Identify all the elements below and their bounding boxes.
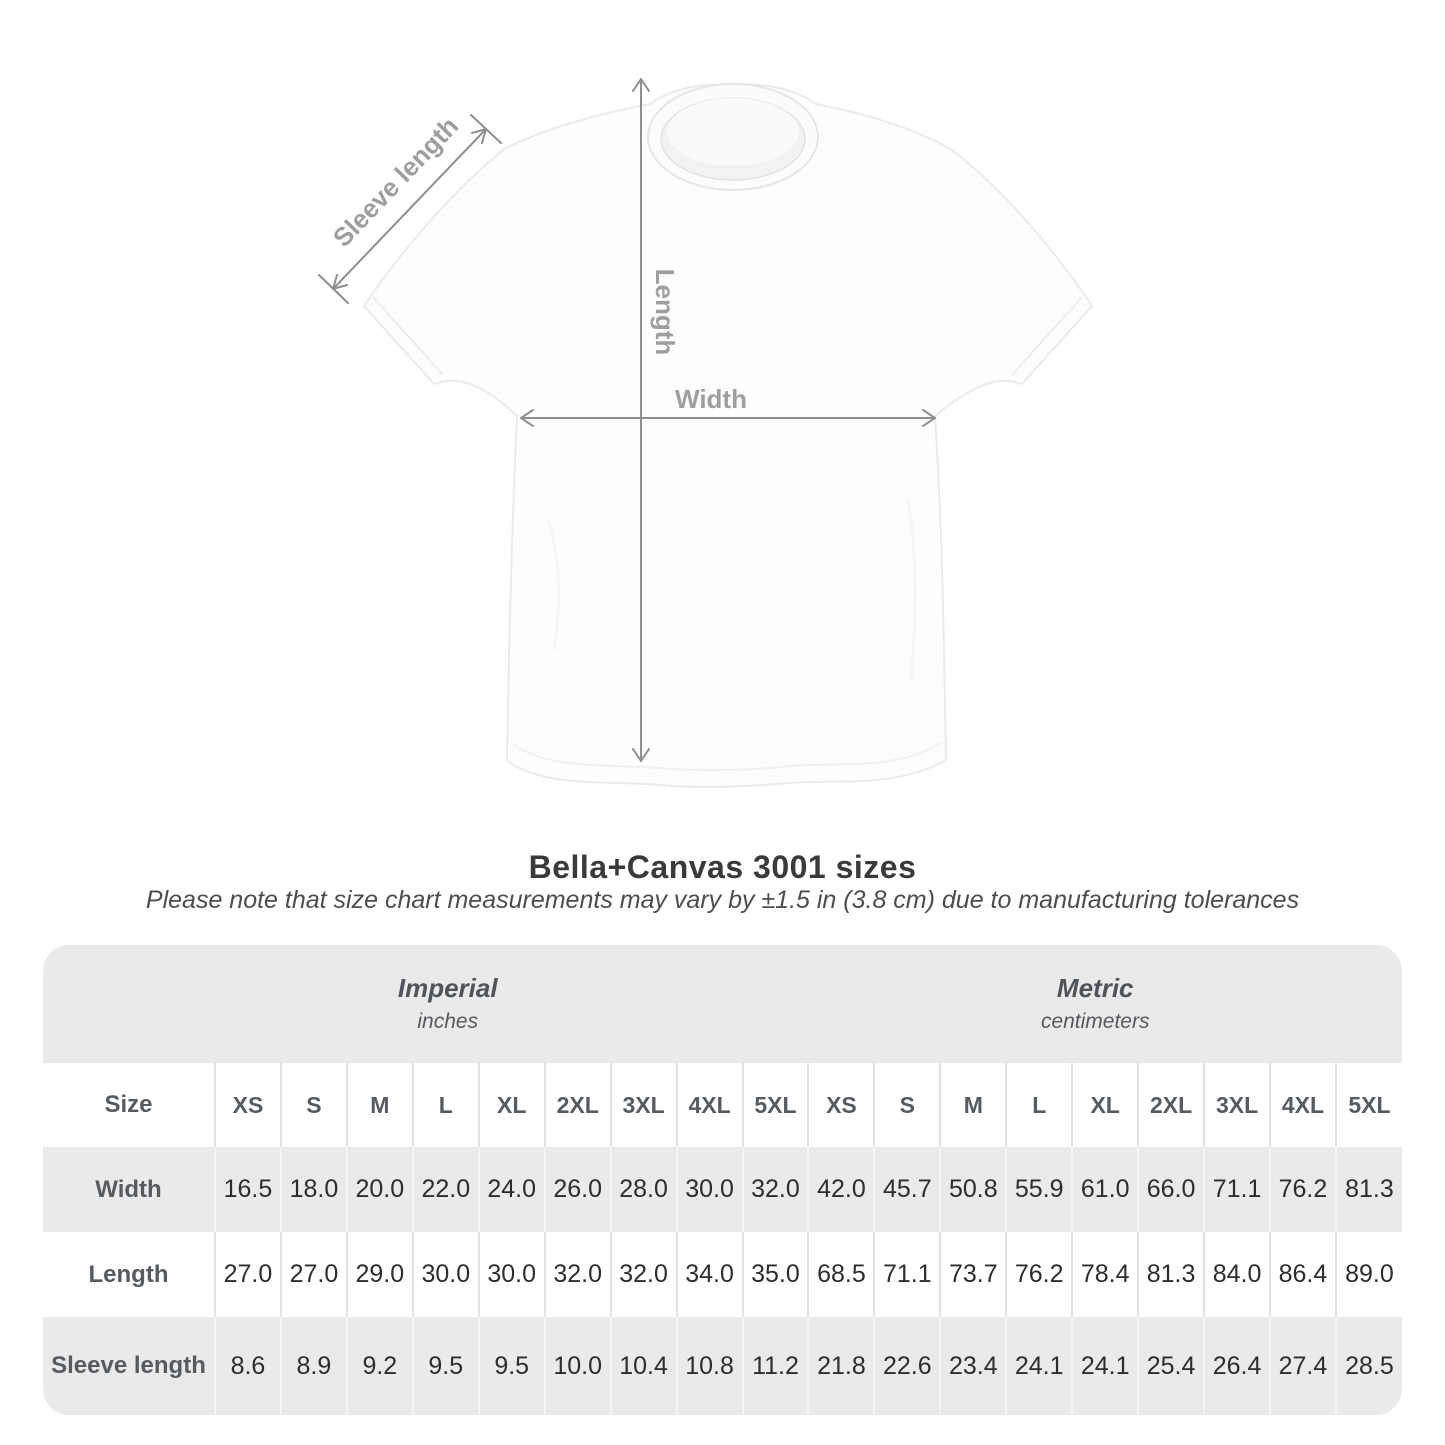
size-header-metric-2xl: 2XL	[1138, 1063, 1204, 1147]
value-cell: 84.0	[1204, 1232, 1270, 1317]
value-cell: 32.0	[743, 1147, 809, 1232]
value-cell: 27.0	[281, 1232, 347, 1317]
value-cell: 32.0	[545, 1232, 611, 1317]
value-cell: 28.5	[1336, 1317, 1402, 1415]
value-cell: 27.4	[1270, 1317, 1336, 1415]
row-label-width: Width	[43, 1147, 215, 1232]
size-header-metric-m: M	[940, 1063, 1006, 1147]
value-cell: 9.2	[347, 1317, 413, 1415]
value-cell: 8.9	[281, 1317, 347, 1415]
metric-group-title: Metric	[1056, 973, 1134, 1003]
size-header-imperial-5xl: 5XL	[743, 1063, 809, 1147]
value-cell: 9.5	[413, 1317, 479, 1415]
value-cell: 10.4	[611, 1317, 677, 1415]
tolerance-note: Please note that size chart measurements may vary by ±1.5 in (3.8 cm) due to manufacturing tolerances	[145, 886, 1300, 914]
value-cell: 30.0	[413, 1232, 479, 1317]
tshirt-illustration	[364, 84, 1092, 787]
value-cell: 86.4	[1270, 1232, 1336, 1317]
value-cell: 89.0	[1336, 1232, 1402, 1317]
value-cell: 10.0	[545, 1317, 611, 1415]
size-header-imperial-m: M	[347, 1063, 413, 1147]
size-header-imperial-xl: XL	[479, 1063, 545, 1147]
metric-group-unit: centimeters	[1040, 1010, 1150, 1033]
value-cell: 55.9	[1006, 1147, 1072, 1232]
value-cell: 81.3	[1336, 1147, 1402, 1232]
value-cell: 8.6	[215, 1317, 281, 1415]
value-cell: 45.7	[874, 1147, 940, 1232]
value-cell: 71.1	[874, 1232, 940, 1317]
size-header-metric-3xl: 3XL	[1204, 1063, 1270, 1147]
value-cell: 23.4	[940, 1317, 1006, 1415]
value-cell: 73.7	[940, 1232, 1006, 1317]
imperial-group-unit: inches	[417, 1010, 479, 1033]
value-cell: 18.0	[281, 1147, 347, 1232]
size-header-metric-5xl: 5XL	[1336, 1063, 1402, 1147]
size-corner-label: Size	[43, 1063, 215, 1147]
value-cell: 25.4	[1138, 1317, 1204, 1415]
size-header-imperial-l: L	[413, 1063, 479, 1147]
imperial-group-header	[43, 945, 808, 1063]
value-cell: 22.6	[874, 1317, 940, 1415]
value-cell: 21.8	[808, 1317, 874, 1415]
value-cell: 22.0	[413, 1147, 479, 1232]
size-header-metric-l: L	[1006, 1063, 1072, 1147]
value-cell: 20.0	[347, 1147, 413, 1232]
value-cell: 76.2	[1270, 1147, 1336, 1232]
value-cell: 34.0	[677, 1232, 743, 1317]
length-label: Length	[650, 268, 680, 356]
imperial-group-title: Imperial	[397, 973, 498, 1003]
length-row	[43, 1232, 1402, 1317]
page-title: Bella+Canvas 3001 sizes	[528, 849, 917, 885]
value-cell: 35.0	[743, 1232, 809, 1317]
value-cell: 24.1	[1006, 1317, 1072, 1415]
value-cell: 78.4	[1072, 1232, 1138, 1317]
value-cell: 10.8	[677, 1317, 743, 1415]
value-cell: 61.0	[1072, 1147, 1138, 1232]
value-cell: 81.3	[1138, 1232, 1204, 1317]
size-header-metric-xs: XS	[808, 1063, 874, 1147]
value-cell: 30.0	[677, 1147, 743, 1232]
width-label: Width	[675, 384, 747, 414]
size-header-metric-xl: XL	[1072, 1063, 1138, 1147]
metric-group-header	[808, 945, 1402, 1063]
value-cell: 32.0	[611, 1232, 677, 1317]
width-row	[43, 1147, 1402, 1232]
value-cell: 76.2	[1006, 1232, 1072, 1317]
value-cell: 24.0	[479, 1147, 545, 1232]
value-cell: 16.5	[215, 1147, 281, 1232]
value-cell: 66.0	[1138, 1147, 1204, 1232]
collar-inner-back	[667, 98, 799, 166]
value-cell: 27.0	[215, 1232, 281, 1317]
value-cell: 29.0	[347, 1232, 413, 1317]
value-cell: 30.0	[479, 1232, 545, 1317]
value-cell: 9.5	[479, 1317, 545, 1415]
size-header-imperial-2xl: 2XL	[545, 1063, 611, 1147]
value-cell: 42.0	[808, 1147, 874, 1232]
size-table	[43, 945, 1402, 1415]
sleeve-length-row	[43, 1317, 1402, 1415]
size-header-row	[43, 1063, 1402, 1147]
size-header-imperial-4xl: 4XL	[677, 1063, 743, 1147]
row-label-sleeve-length: Sleeve length	[43, 1317, 215, 1415]
value-cell: 71.1	[1204, 1147, 1270, 1232]
value-cell: 50.8	[940, 1147, 1006, 1232]
size-header-imperial-s: S	[281, 1063, 347, 1147]
value-cell: 26.4	[1204, 1317, 1270, 1415]
row-label-length: Length	[43, 1232, 215, 1317]
value-cell: 26.0	[545, 1147, 611, 1232]
value-cell: 11.2	[743, 1317, 809, 1415]
size-header-imperial-xs: XS	[215, 1063, 281, 1147]
size-header-metric-s: S	[874, 1063, 940, 1147]
value-cell: 68.5	[808, 1232, 874, 1317]
value-cell: 24.1	[1072, 1317, 1138, 1415]
size-header-imperial-3xl: 3XL	[611, 1063, 677, 1147]
size-header-metric-4xl: 4XL	[1270, 1063, 1336, 1147]
value-cell: 28.0	[611, 1147, 677, 1232]
sleeve-length-label: Sleeve length	[326, 110, 465, 253]
